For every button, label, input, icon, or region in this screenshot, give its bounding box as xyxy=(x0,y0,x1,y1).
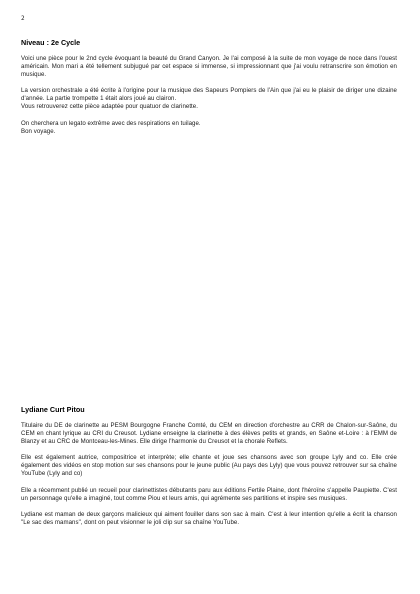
niveau-paragraph-3: Vous retrouverez cette pièce adaptée pour quatuor de clarinette. xyxy=(21,103,198,111)
niveau-section xyxy=(21,38,397,144)
bio-heading: Lydiane Curt Pitou xyxy=(21,405,85,414)
niveau-paragraph-1: Voici une pièce pour le 2nd cycle évoquant la beauté du Grand Canyon. Je l'ai composé à la suite de mon voyage de noce dans l'ouest américain. Mon mari a été tellement subjugué par cet espace si immense, si impressionnant que j'ai voulu retranscrire son émotion en musique. xyxy=(21,55,397,79)
page-number: 2 xyxy=(21,15,25,22)
bio-paragraph-3: Elle a récemment publié un recueil pour clarinettistes débutants paru aux éditions Fertile Plaine, dont l'héroïne s'appelle Paupiette. C'est un personnage qu'elle a imaginé, tout comme Piou et leurs amis, qui agrémente ses partitions et inspire ses musiques. xyxy=(21,486,397,502)
bio-paragraph-2: Elle est également autrice, compositrice et interprète; elle chante et joue ses chansons avec son groupe Lyly and co. Elle crée également des vidéos en stop motion sur ses chansons pour le jeune public (Au pays des Lyly) que vous pouvez retrouver sur sa chaîne YouTube (Lyly and co) xyxy=(21,454,397,478)
niveau-heading: Niveau : 2e Cycle xyxy=(21,38,81,47)
bio-paragraph-1: Titulaire du DE de clarinette au PESM Bourgogne Franche Comté, du CEM en direction d'orchestre au CRR de Chalon-sur-Saône, du CEM en chant lyrique au CRI du Creusot. Lydiane enseigne la clarinette à des élèves petits et grands, en Saône et-Loire : à l'EMM de Blanzy et au CRC de Montceau-les-Mines. Elle dirige l'harmonie du Creusot et la chorale Reflets. xyxy=(21,422,397,446)
bio-paragraph-4: Lydiane est maman de deux garçons malicieux qui aiment fouiller dans son sac à main. C'est à leur intention qu'elle a écrit la chanson "Le sac des mamans", dont on peut visionner le joli clip sur sa chaîne YouTube. xyxy=(21,510,397,526)
niveau-paragraph-5: Bon voyage. xyxy=(21,127,56,135)
niveau-paragraph-4: On cherchera un legato extrême avec des respirations en tuilage. xyxy=(21,119,201,127)
niveau-paragraph-2: La version orchestrale a été écrite à l'origine pour la musique des Sapeurs Pompiers de l'Ain que j'ai eu le plaisir de diriger une dizaine d'année. La partie trompette 1 était alors joué au clairon. xyxy=(21,87,397,103)
bio-section xyxy=(21,405,397,535)
